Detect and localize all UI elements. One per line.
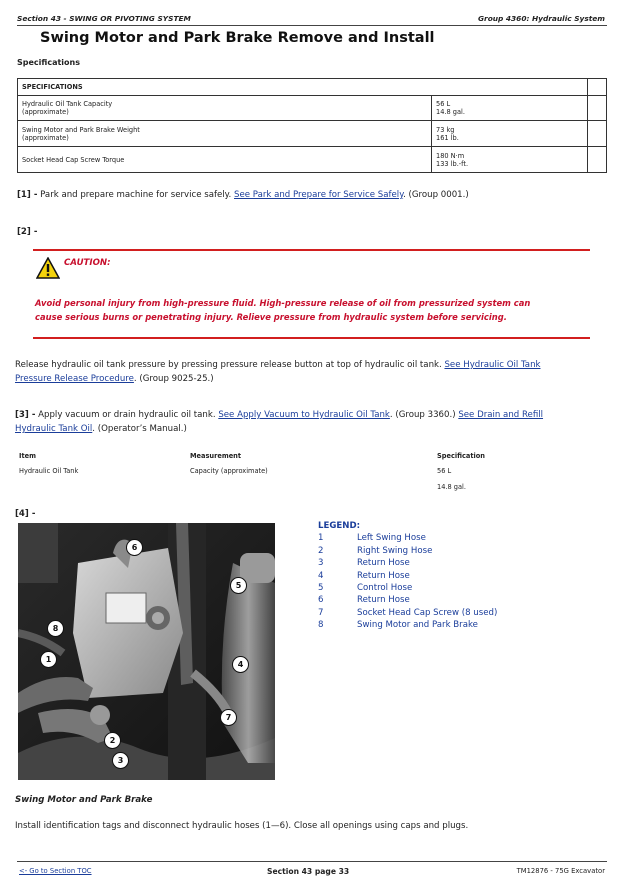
legend-title: LEGEND: bbox=[318, 521, 361, 531]
step-ref: . (Operator’s Manual.) bbox=[92, 424, 187, 434]
spec-item: Swing Motor and Park Brake Weight bbox=[22, 125, 140, 134]
drain-refill-link-cont[interactable]: Hydraulic Tank Oil bbox=[15, 424, 93, 434]
spec-table bbox=[17, 78, 607, 173]
step-1 bbox=[17, 188, 607, 202]
col-specification-header: Specification bbox=[437, 452, 485, 460]
legend-num: 7 bbox=[318, 607, 324, 618]
header-group: Group 4360: Hydraulic System bbox=[477, 14, 605, 23]
spec-value: 73 kg bbox=[436, 125, 455, 134]
step-2 bbox=[17, 225, 37, 239]
caution-line: Avoid personal injury from high-pressure fluid. High-pressure release of oil from pressurized system can bbox=[35, 298, 531, 308]
spec-checkbox bbox=[588, 121, 607, 147]
pressure-release-link[interactable]: See Hydraulic Oil Tank bbox=[444, 360, 541, 370]
caution-text bbox=[35, 296, 595, 324]
spec-row bbox=[18, 121, 607, 147]
legend-num: 5 bbox=[318, 583, 324, 594]
header-section: Section 43 - SWING OR PIVOTING SYSTEM bbox=[17, 14, 191, 23]
specifications-heading: Specifications bbox=[17, 58, 80, 67]
callout-8: 8 bbox=[47, 620, 64, 637]
caution-line: cause serious burns or penetrating injury. Relieve pressure from hydraulic system before servicing. bbox=[35, 312, 507, 322]
spec-checkbox bbox=[588, 96, 607, 121]
legend-num: 1 bbox=[318, 533, 324, 544]
col-item-header: Item bbox=[19, 452, 36, 460]
spec-item-note: (approximate) bbox=[22, 133, 69, 142]
caution-label: CAUTION: bbox=[64, 258, 111, 268]
release-ref: . (Group 9025-25.) bbox=[133, 374, 214, 384]
step-number: [1] - bbox=[17, 190, 38, 200]
apply-vacuum-link[interactable]: See Apply Vacuum to Hydraulic Oil Tank bbox=[218, 410, 390, 420]
spec-value-alt: 161 lb. bbox=[436, 133, 459, 142]
legend-num: 4 bbox=[318, 570, 324, 581]
drain-refill-link[interactable]: See Drain and Refill bbox=[458, 410, 544, 420]
measure-spec-alt: 14.8 gal. bbox=[437, 483, 466, 491]
footer-page: Section 43 page 33 bbox=[267, 867, 350, 876]
callout-6: 6 bbox=[126, 539, 143, 556]
spec-checkbox bbox=[588, 147, 607, 173]
legend-label: Left Swing Hose bbox=[357, 533, 426, 544]
callout-4: 4 bbox=[232, 656, 249, 673]
step-ref: . (Group 0001.) bbox=[403, 190, 469, 200]
caution-bottom-rule bbox=[33, 337, 590, 339]
step-3 bbox=[15, 408, 610, 436]
legend bbox=[318, 520, 578, 631]
callout-5: 5 bbox=[230, 577, 247, 594]
caution-top-rule bbox=[33, 249, 590, 251]
callout-layer bbox=[18, 523, 275, 780]
release-paragraph bbox=[15, 358, 610, 386]
callout-7: 7 bbox=[220, 709, 237, 726]
spec-item: Socket Head Cap Screw Torque bbox=[22, 155, 125, 164]
spec-value: 180 N·m bbox=[436, 151, 465, 160]
step-number: [4] - bbox=[15, 509, 36, 519]
warning-icon bbox=[36, 257, 60, 283]
page-title: Swing Motor and Park Brake Remove and Install bbox=[40, 30, 435, 46]
legend-num: 2 bbox=[318, 545, 324, 556]
swing-motor-photo bbox=[18, 523, 275, 780]
legend-num: 8 bbox=[318, 620, 324, 631]
photo-caption: Swing Motor and Park Brake bbox=[15, 795, 153, 805]
spec-row bbox=[18, 147, 607, 173]
step-text: Park and prepare machine for service safely. bbox=[40, 190, 232, 200]
spec-item: Hydraulic Oil Tank Capacity bbox=[22, 100, 113, 108]
footer-rule bbox=[17, 861, 607, 862]
legend-label: Socket Head Cap Screw (8 used) bbox=[357, 607, 498, 618]
legend-label: Right Swing Hose bbox=[357, 545, 433, 556]
release-text: Release hydraulic oil tank pressure by pressing pressure release button at top of hydraulic oil tank. bbox=[15, 360, 442, 370]
section-toc-link[interactable]: <- Go to Section TOC bbox=[19, 867, 92, 875]
spec-item-note: (approximate) bbox=[22, 108, 69, 116]
step-number: [2] - bbox=[17, 227, 38, 237]
col-measurement-header: Measurement bbox=[190, 452, 242, 460]
legend-list bbox=[318, 532, 578, 631]
spec-checkbox-header bbox=[588, 79, 607, 96]
spec-value-alt: 133 lb.-ft. bbox=[436, 159, 469, 168]
step-text: Apply vacuum or drain hydraulic oil tank. bbox=[38, 410, 216, 420]
measure-measurement: Capacity (approximate) bbox=[190, 467, 268, 475]
callout-2: 2 bbox=[104, 732, 121, 749]
spec-row bbox=[18, 96, 607, 121]
step-ref: . (Group 3360.) bbox=[389, 410, 456, 420]
legend-label: Return Hose bbox=[357, 570, 410, 581]
step-4 bbox=[15, 507, 35, 521]
legend-label: Swing Motor and Park Brake bbox=[357, 620, 478, 631]
park-prepare-link[interactable]: See Park and Prepare for Service Safely bbox=[234, 190, 404, 200]
legend-label: Return Hose bbox=[357, 558, 410, 569]
callout-3: 3 bbox=[112, 752, 129, 769]
legend-label: Return Hose bbox=[357, 595, 410, 606]
pressure-release-link-cont[interactable]: Pressure Release Procedure bbox=[15, 374, 134, 384]
spec-table-header: SPECIFICATIONS bbox=[18, 79, 588, 96]
spec-value-alt: 14.8 gal. bbox=[436, 108, 465, 116]
legend-label: Control Hose bbox=[357, 583, 413, 594]
measure-item: Hydraulic Oil Tank bbox=[19, 467, 79, 475]
callout-1: 1 bbox=[40, 651, 57, 668]
spec-value: 56 L bbox=[436, 100, 451, 108]
measure-spec: 56 L bbox=[437, 467, 452, 475]
step-number: [3] - bbox=[15, 410, 36, 420]
legend-num: 3 bbox=[318, 558, 324, 569]
header-rule bbox=[17, 25, 607, 26]
legend-num: 6 bbox=[318, 595, 324, 606]
footer-doc: TM12876 - 75G Excavator bbox=[516, 867, 605, 875]
instruction-text: Install identification tags and disconnect hydraulic hoses (1—6). Close all openings using caps and plugs. bbox=[15, 821, 469, 831]
